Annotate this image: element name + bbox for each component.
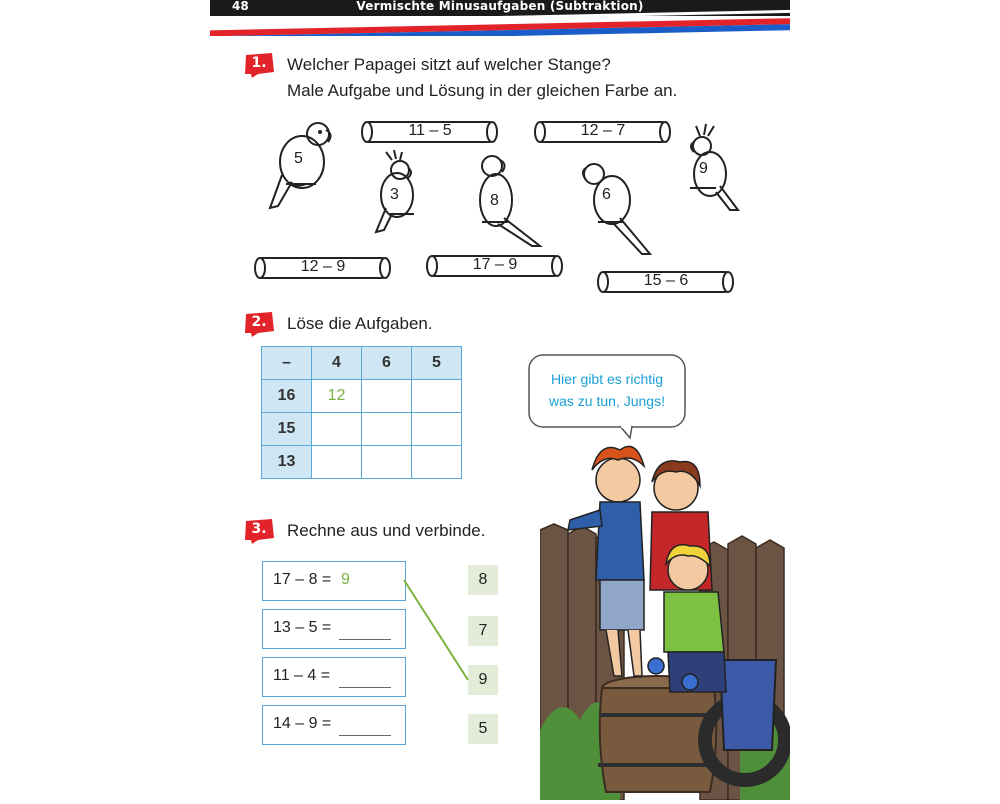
parrot-6[interactable]: 6 — [580, 158, 658, 256]
result-box[interactable]: 8 — [468, 565, 498, 595]
parrot-5[interactable]: 5 — [266, 120, 336, 215]
boys-illustration — [540, 430, 790, 800]
perch-12-9[interactable]: 12 – 9 — [253, 255, 393, 281]
task-2-instruction: Löse die Aufgaben. — [287, 314, 433, 333]
task-3-badge: 3. — [242, 518, 276, 544]
table-col-header: 4 — [312, 347, 362, 380]
perch-17-9[interactable]: 17 – 9 — [425, 253, 565, 279]
table-row-header: 13 — [262, 446, 312, 479]
table-row-header: 15 — [262, 413, 312, 446]
page-title: Vermischte Minusaufgaben (Subtraktion) — [356, 0, 644, 13]
equation-answer: 9 — [341, 571, 350, 588]
page-number: 48 — [232, 0, 249, 13]
perch-11-5[interactable]: 11 – 5 — [360, 119, 500, 145]
perch-12-7[interactable]: 12 – 7 — [533, 119, 673, 145]
result-box[interactable]: 5 — [468, 714, 498, 744]
result-box[interactable]: 7 — [468, 616, 498, 646]
task-1-instruction-line1: Welcher Papagei sitzt auf welcher Stange? — [287, 55, 611, 74]
speech-bubble — [528, 354, 686, 430]
task-2-badge: 2. — [242, 311, 276, 337]
table-cell[interactable]: 12 — [312, 380, 362, 413]
task-3-instruction: Rechne aus und verbinde. — [287, 521, 486, 540]
table-row-header: 16 — [262, 380, 312, 413]
table-col-header: 5 — [412, 347, 462, 380]
task-1-instruction-line2: Male Aufgabe und Lösung in der gleichen Farbe an. — [287, 81, 678, 100]
parrot-9[interactable]: 9 — [686, 122, 742, 214]
equation-box[interactable]: 13 – 5 = — [262, 609, 406, 649]
equation-box[interactable]: 11 – 4 = — [262, 657, 406, 697]
parrot-3[interactable]: 3 — [372, 150, 422, 235]
table-col-header: 6 — [362, 347, 412, 380]
connection-line — [404, 580, 468, 680]
perch-15-6[interactable]: 15 – 6 — [596, 269, 736, 295]
bubble-line-1: Hier gibt es richtig — [550, 371, 664, 387]
bubble-line-2: was zu tun, Jungs! — [549, 393, 665, 409]
table-corner: – — [262, 347, 312, 380]
task-1-badge: 1. — [242, 52, 276, 78]
equation-box[interactable]: 17 – 8 = 9 — [262, 561, 406, 601]
parrot-8[interactable]: 8 — [474, 152, 544, 248]
result-box[interactable]: 9 — [468, 665, 498, 695]
equation-box[interactable]: 14 – 9 = — [262, 705, 406, 745]
